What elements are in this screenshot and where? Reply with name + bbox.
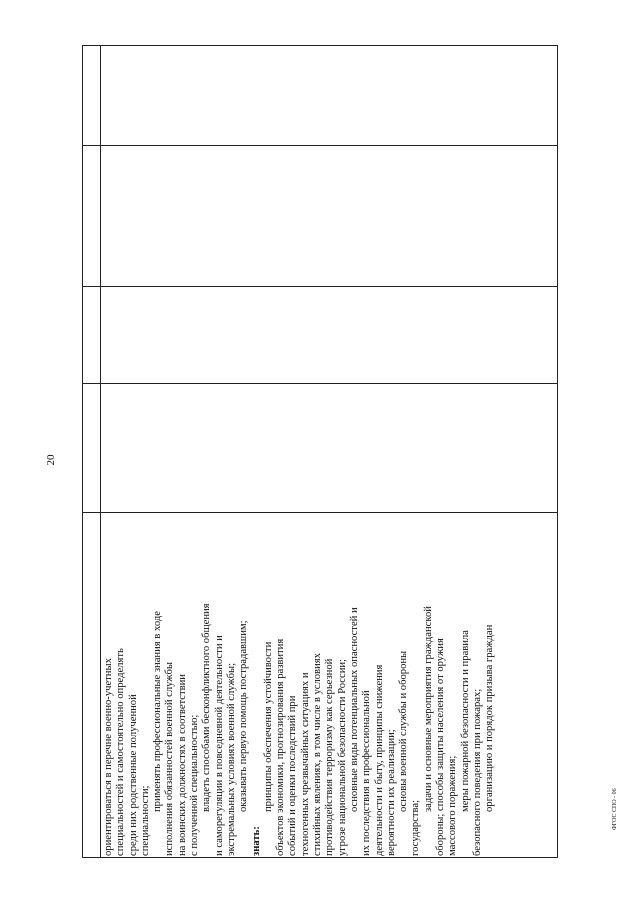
text-line: и саморегуляции в повседневной деятельности и <box>213 635 225 856</box>
text-line: безопасного поведения при пожарах; <box>471 688 483 856</box>
text-line: организацию и порядок призыва граждан <box>484 624 496 812</box>
text-line: с полученной специальностью; <box>189 714 201 856</box>
text-line: специальностей и самостоятельно определять <box>115 648 127 856</box>
text-line: меры пожарной безопасности и правила <box>459 630 471 812</box>
text-line: экстремальных условиях военной службы; <box>225 662 237 856</box>
text-line: государства; <box>410 799 422 856</box>
text-line: их последствия в профессиональной <box>361 690 373 856</box>
text-line: стихийных явлениях, в том числе в условиях <box>312 653 324 856</box>
row-divider <box>82 145 558 146</box>
page-number: 20 <box>45 454 57 466</box>
text-line: основные виды потенциальных опасностей и <box>348 607 360 812</box>
column-divider <box>100 45 101 858</box>
text-line: владеть способами бесконфликтного общения <box>201 603 213 812</box>
table-border-top <box>82 45 558 46</box>
footer-code: ФГОС СПО - 06 <box>612 788 618 830</box>
text-line: принципы обеспечения устойчивости <box>262 641 274 812</box>
table-border-bottom <box>82 857 558 858</box>
text-line: событий и оценки последствий при <box>287 695 299 856</box>
text-line: деятельности и быту, принципы снижения <box>373 664 385 856</box>
text-line: оказывать первую помощь пострадавшим; <box>238 620 250 812</box>
row-divider <box>82 383 558 384</box>
text-line: на воинских должностях в соответствии <box>176 674 188 856</box>
text-line: основы военной службы и обороны <box>398 650 410 812</box>
text-line: знать: <box>250 826 262 856</box>
competency-text-cell <box>103 522 563 856</box>
text-line: вероятности их реализации; <box>385 729 397 856</box>
text-line: объектов экономики, прогнозирования развития <box>275 638 287 856</box>
row-divider <box>82 512 558 513</box>
table-border-left <box>82 45 83 858</box>
text-line: ориентироваться в перечне военно-учетных <box>103 658 114 856</box>
text-line: специальности; <box>139 785 151 856</box>
text-line: массового поражения; <box>447 755 459 856</box>
text-line: противодействия терроризму как серьезной <box>324 658 336 856</box>
text-line: задачи и основные мероприятия гражданской <box>422 606 434 812</box>
row-divider <box>82 286 558 287</box>
text-line: угрозе национальной безопасности России; <box>336 659 348 856</box>
text-line: обороны; способы защиты населения от оружия <box>435 638 447 856</box>
text-line: применять профессиональные знания в ходе <box>152 611 164 812</box>
text-line: среди них родственные полученной <box>127 694 139 856</box>
text-line: исполнения обязанностей военной службы <box>164 662 176 856</box>
text-line: техногенных чрезвычайных ситуациях и <box>299 672 311 856</box>
